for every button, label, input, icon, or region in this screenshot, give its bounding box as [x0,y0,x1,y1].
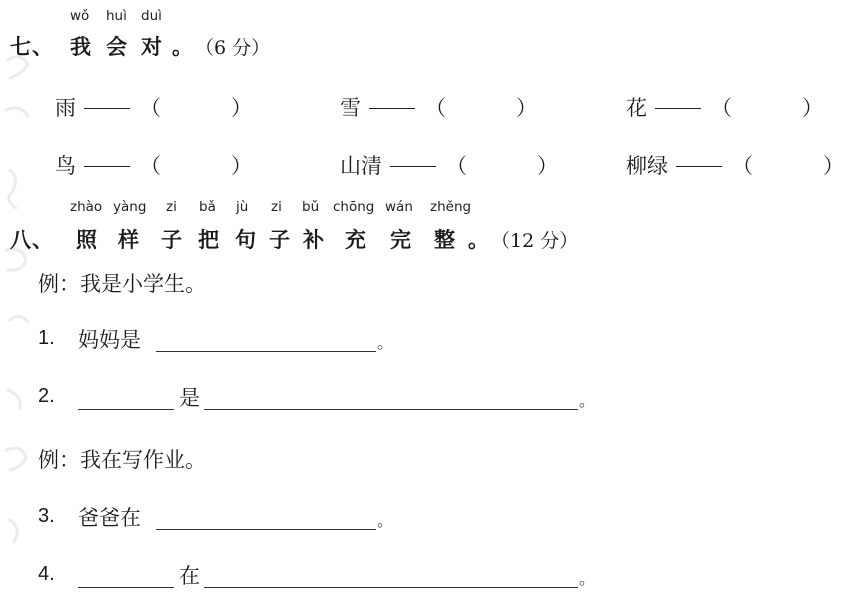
title-period: 。 [468,228,490,252]
match-item [55,92,252,122]
pinyin: zhěng [430,199,472,215]
title-char: 样 [118,228,140,252]
match-word: 鸟 [55,154,76,178]
question-number: 3. [38,505,55,527]
section-title [10,31,54,61]
pinyin: wǒ [70,8,90,24]
dash-line [390,166,436,167]
title-char: 我 [70,35,92,59]
paren-open: （ [732,154,753,178]
sentence-end: 。 [377,511,394,530]
pinyin: jù [236,199,249,215]
paren-close: ） [802,96,823,120]
dash-line [84,108,130,109]
pinyin: yàng [113,199,147,215]
sentence-end: 。 [579,391,596,410]
pinyin: bǔ [302,199,320,215]
paren-close: ） [823,154,844,178]
match-word: 柳绿 [626,154,668,178]
match-item [55,150,252,180]
points-label: （12 分） [491,230,579,252]
answer-line[interactable] [204,587,578,588]
title-char: 句 [235,228,257,252]
title-char: 照 [76,228,98,252]
sentence-end: 。 [377,333,394,352]
pinyin: huì [106,8,127,24]
dash-line [369,108,415,109]
points-label: （6 分） [195,37,271,59]
paren-open: （ [140,154,161,178]
pinyin: zi [166,199,177,215]
example-sentence: 例：我是小学生。 [38,272,206,296]
answer-line[interactable] [204,409,578,410]
pinyin: zi [271,199,282,215]
example-sentence: 例：我在写作业。 [38,448,206,472]
match-word: 雪 [340,96,361,120]
match-item [626,92,823,122]
pinyin: chōng [333,199,375,215]
paren-open: （ [446,154,467,178]
question-stem: 妈妈是 [78,328,141,352]
title-char: 整 [434,228,456,252]
question-number: 2. [38,385,55,407]
paren-open: （ [711,96,732,120]
title-char: 子 [161,228,183,252]
dash-line [655,108,701,109]
match-word: 山清 [340,154,382,178]
paren-close: ） [231,96,252,120]
section-number: 八、 [10,228,54,252]
dash-line [676,166,722,167]
answer-line[interactable] [78,587,174,588]
paren-close: ） [231,154,252,178]
title-char: 子 [269,228,291,252]
title-char: 把 [198,228,220,252]
paren-close: ） [516,96,537,120]
question-number: 4. [38,563,55,585]
title-char: 充 [345,228,367,252]
question-stem: 是 [179,386,200,410]
paren-close: ） [537,154,558,178]
title-char: 对 [141,35,163,59]
pinyin: wán [385,199,413,215]
question-stem: 在 [179,564,200,588]
pinyin: duì [141,8,162,24]
title-char: 完 [390,228,412,252]
match-word: 雨 [55,96,76,120]
match-word: 花 [626,96,647,120]
pinyin: zhào [70,199,103,215]
paren-open: （ [425,96,446,120]
scan-artifact-marks [0,0,40,604]
answer-line[interactable] [156,351,376,352]
dash-line [84,166,130,167]
question-number: 1. [38,327,55,349]
answer-line[interactable] [156,529,376,530]
pinyin: bǎ [199,199,216,215]
title-period: 。 [172,35,194,59]
sentence-end: 。 [579,569,596,588]
match-item [340,92,537,122]
section-number: 七、 [10,35,54,59]
match-item [340,150,558,180]
match-item [626,150,844,180]
paren-open: （ [140,96,161,120]
title-char: 补 [303,228,325,252]
title-char: 会 [106,35,128,59]
answer-line[interactable] [78,409,174,410]
question-stem: 爸爸在 [78,506,141,530]
